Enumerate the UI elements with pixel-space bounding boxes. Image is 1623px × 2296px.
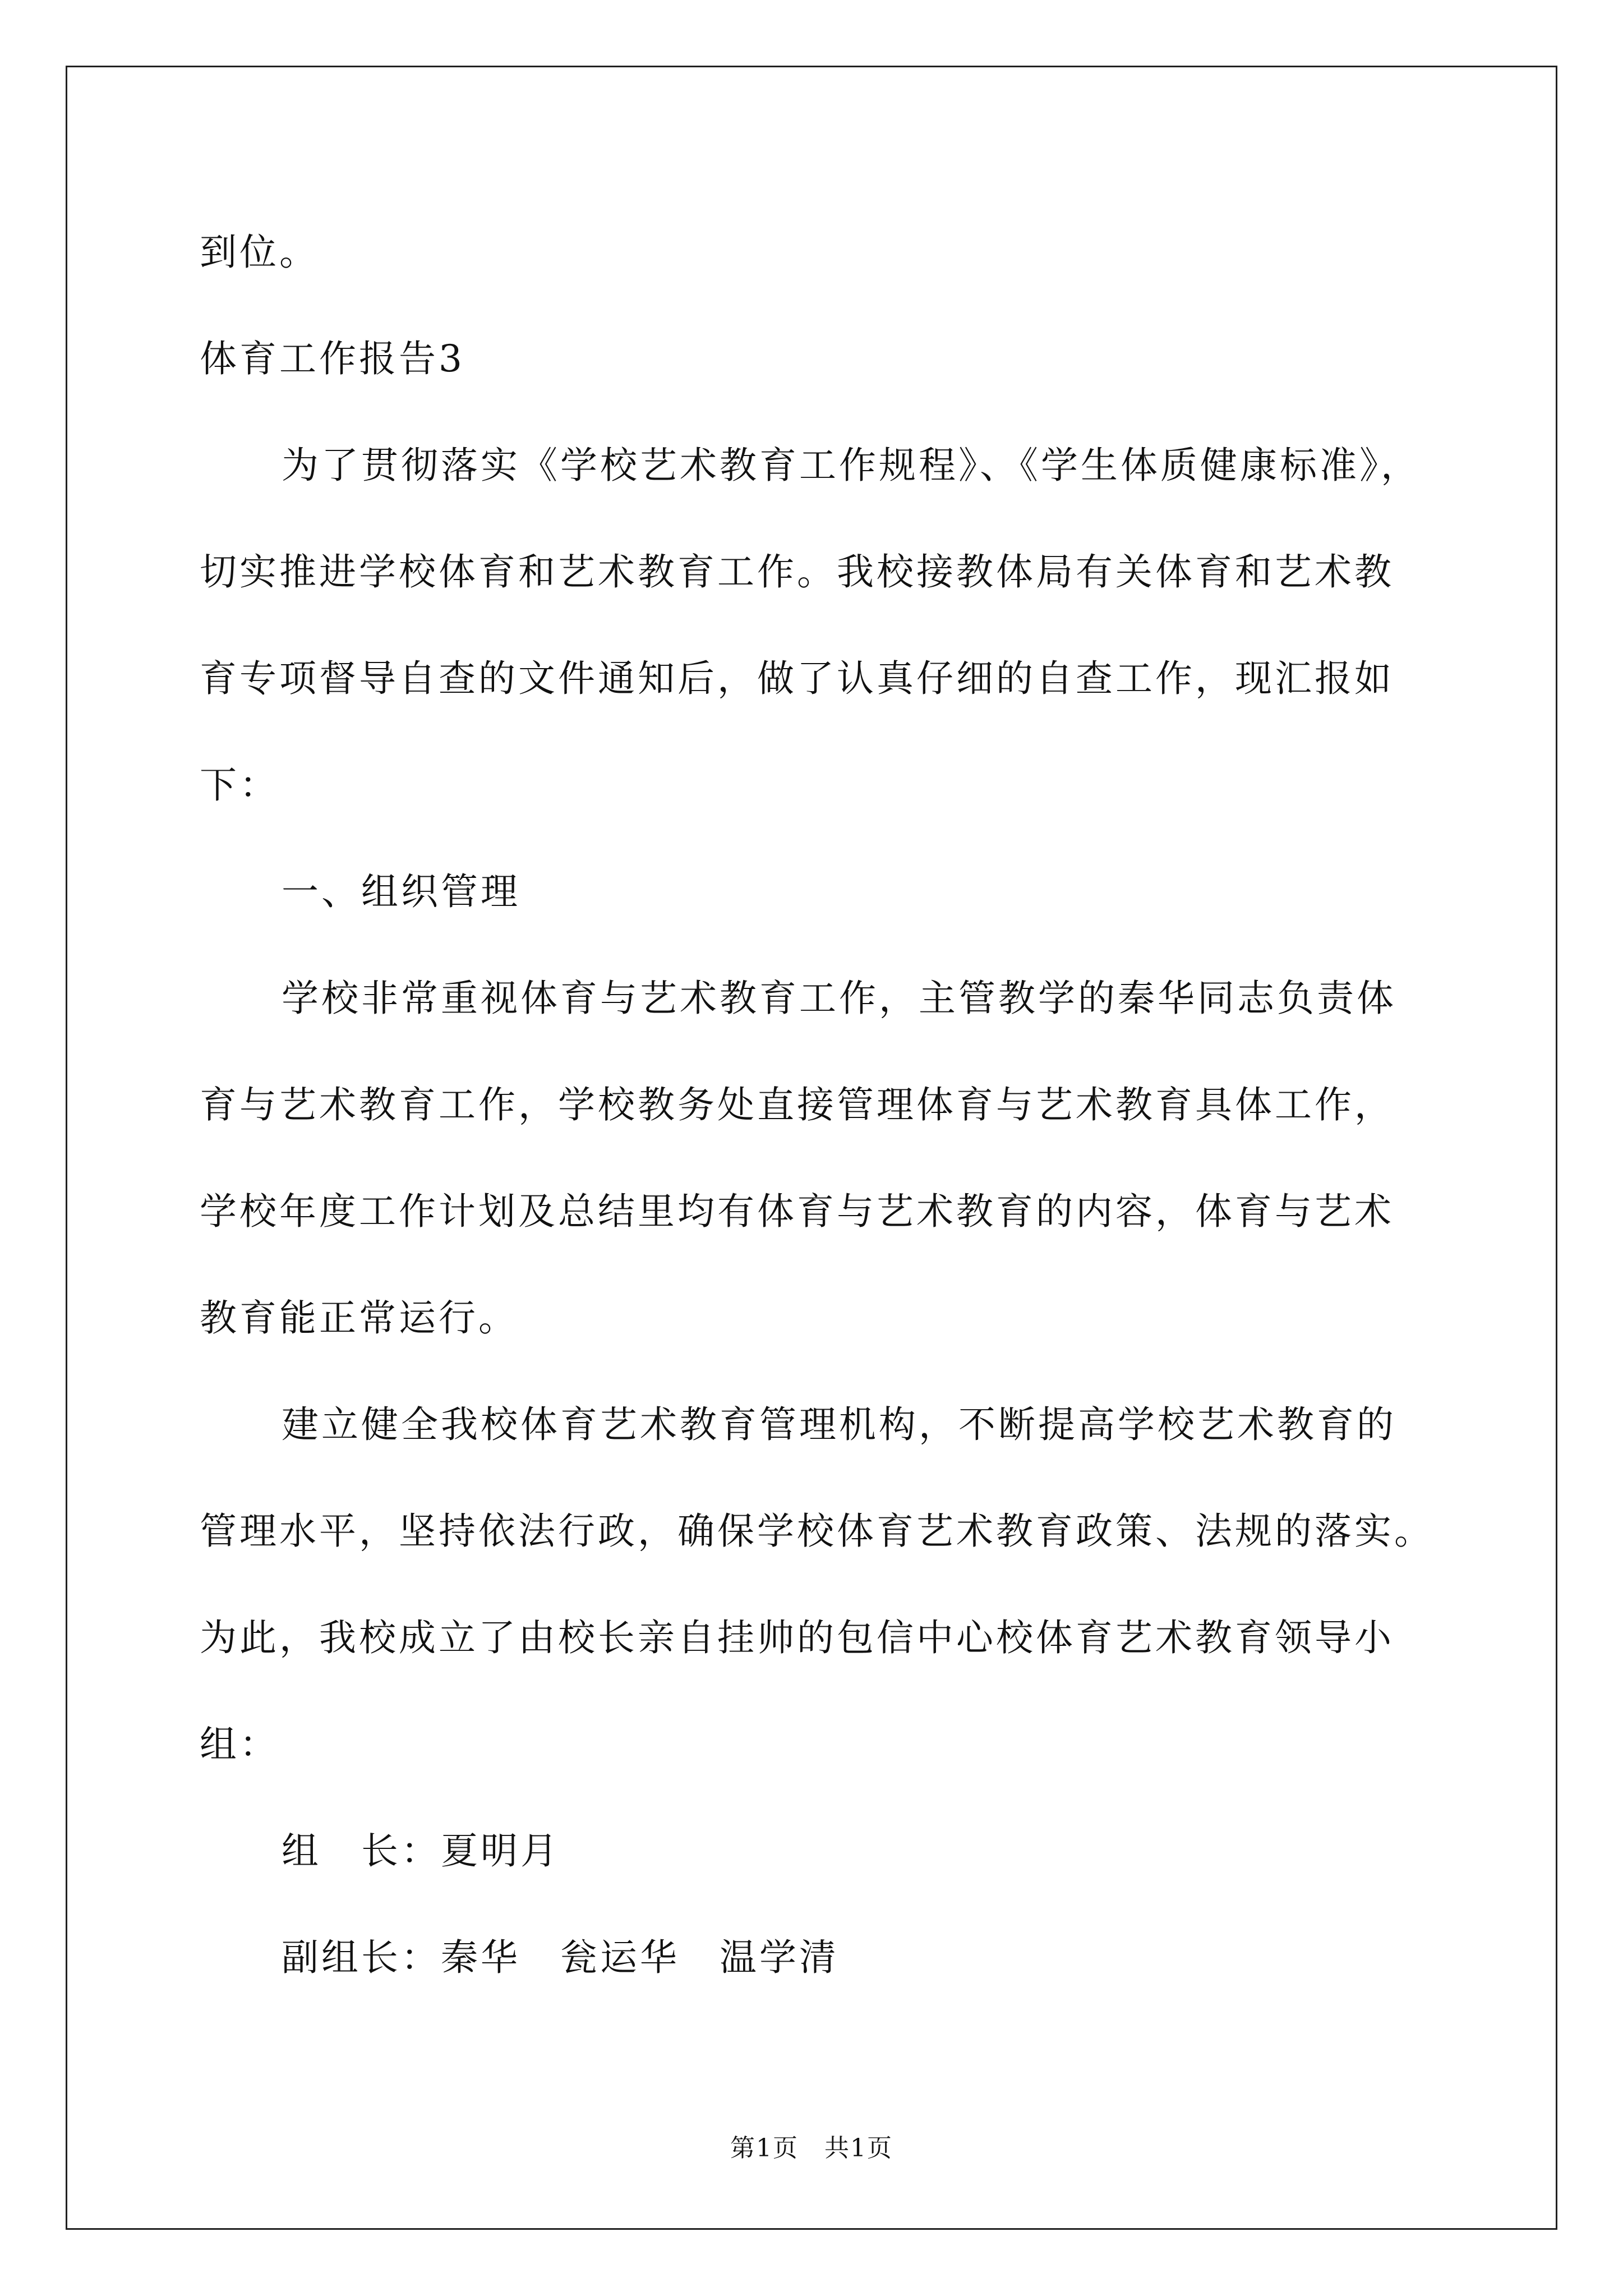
paragraph-line: 组： [200,1723,279,1766]
paragraph-line: 建立健全我校体育艺术教育管理机构，不断提高学校艺术教育的 [282,1403,1396,1446]
paragraph-line: 学校年度工作计划及总结里均有体育与艺术教育的内容，体育与艺术 [200,1190,1394,1233]
page-border [66,66,1557,2230]
leader-line: 组 长：夏明月 [282,1829,560,1872]
paragraph-line: 教育能正常运行。 [200,1296,518,1340]
text-line: 到位。 [200,231,319,274]
section-title: 体育工作报告3 [200,337,465,380]
paragraph-line: 育专项督导自查的文件通知后，做了认真仔细的自查工作，现汇报如 [200,657,1394,700]
paragraph-line: 切实推进学校体育和艺术教育工作。我校接教体局有关体育和艺术教 [200,550,1394,593]
deputy-leader-line: 副组长：秦华 瓮运华 温学清 [282,1936,839,1979]
paragraph-line: 育与艺术教育工作，学校教务处直接管理体育与艺术教育具体工作， [200,1083,1394,1126]
paragraph-line: 为了贯彻落实《学校艺术教育工作规程》、《学生体质健康标准》， [282,444,1421,487]
paragraph-line: 下： [200,763,279,807]
page-footer: 第1页 共1页 [730,2134,893,2162]
paragraph-line: 为此，我校成立了由校长亲自挂帅的包信中心校体育艺术教育领导小 [200,1616,1394,1659]
paragraph-line: 学校非常重视体育与艺术教育工作，主管教学的秦华同志负责体 [282,977,1396,1020]
paragraph-line: 管理水平，坚持依法行政，确保学校体育艺术教育政策、法规的落实。 [200,1510,1434,1553]
subheading: 一、组织管理 [282,870,520,913]
